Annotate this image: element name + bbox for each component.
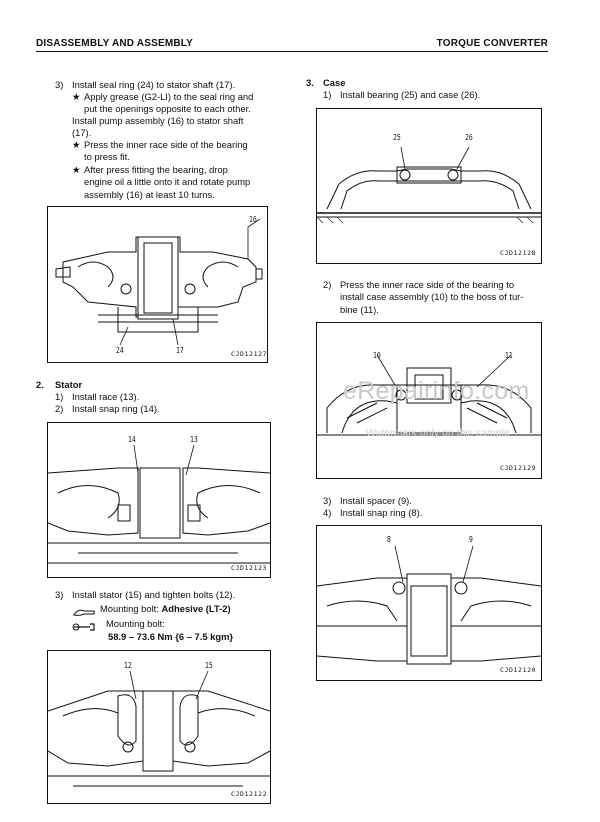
case-step-2: Press the inner race side of the bearing to install case assembly (10) to the boss of tur- bine (11).: [340, 279, 524, 315]
callout-25: 25: [393, 133, 401, 142]
case-step-2-number: 2): [323, 279, 332, 290]
stator-install-drawing: [48, 651, 270, 803]
pump-install-text: Install pump assembly (16) to stator shaft (17).: [72, 115, 244, 139]
note-oil: ★ After press fitting the bearing, drop engine oil a little onto it and rotate pump assembly (16) at least 10 turns.: [72, 164, 251, 200]
callout-9: 9: [469, 535, 473, 544]
watermark-site: eRepairinfo.com: [343, 377, 530, 405]
stator-heading-number: 2.: [36, 379, 44, 390]
bearing-case-drawing: [317, 109, 541, 263]
stator-race-drawing: [48, 423, 270, 577]
figure-cjd12123: [47, 422, 271, 578]
callout-16: 16: [249, 215, 257, 224]
stator-step-1-number: 1): [55, 391, 64, 402]
figure-caption: CJD12128: [500, 249, 537, 257]
figure-cjd12120: [316, 525, 542, 681]
stator-step-2-number: 2): [55, 403, 64, 414]
torque-value: 58.9 – 73.6 Nm {6 – 7.5 kgm}: [108, 631, 234, 642]
case-step-1-number: 1): [323, 89, 332, 100]
case-step-3-number: 3): [323, 495, 332, 506]
star-icon: ★: [72, 164, 81, 175]
callout-17: 17: [176, 346, 184, 355]
step-3-number: 3): [55, 79, 64, 90]
callout-15: 15: [205, 661, 213, 670]
wrench-icon: [72, 619, 96, 629]
adhesive-spec: Mounting bolt: Adhesive (LT-2): [100, 603, 231, 614]
figure-caption: CJD12122: [231, 790, 268, 798]
pump-assembly-drawing: [48, 207, 267, 362]
figure-caption: CJD12127: [231, 350, 268, 358]
callout-12: 12: [124, 661, 132, 670]
stator-step-2: Install snap ring (14).: [72, 403, 160, 414]
spacer-snapring-drawing: [317, 526, 541, 680]
chapter-title: TORQUE CONVERTER: [436, 38, 548, 49]
figure-cjd12122: [47, 650, 271, 804]
callout-11: 11: [505, 351, 513, 360]
note-grease: ★ Apply grease (G2-LI) to the seal ring and put the openings opposite to each other.: [72, 91, 254, 115]
star-icon: ★: [72, 91, 81, 102]
watermark-note: Watermark only on this sample: [366, 427, 510, 439]
header-rule: [36, 51, 548, 52]
figure-caption: CJD12123: [231, 564, 268, 572]
star-icon: ★: [72, 139, 81, 150]
case-step-4: Install snap ring (8).: [340, 507, 423, 518]
case-step-3: Install spacer (9).: [340, 495, 412, 506]
case-step-1: Install bearing (25) and case (26).: [340, 89, 481, 100]
case-step-4-number: 4): [323, 507, 332, 518]
figure-caption: CJD12129: [500, 464, 537, 472]
figure-cjd12128: [316, 108, 542, 264]
callout-13: 13: [190, 435, 198, 444]
step-3-text: Install seal ring (24) to stator shaft (17).: [72, 79, 236, 90]
stator-heading: Stator: [55, 379, 83, 390]
callout-14: 14: [128, 435, 136, 444]
note-press: ★ Press the inner race side of the bearing to press fit.: [72, 139, 248, 163]
torque-label: Mounting bolt:: [106, 618, 165, 629]
figure-cjd12127: [47, 206, 268, 363]
section-title: DISASSEMBLY AND ASSEMBLY: [36, 38, 194, 49]
adhesive-icon: [72, 604, 96, 614]
case-heading-number: 3.: [306, 77, 314, 88]
stator-step-1: Install race (13).: [72, 391, 140, 402]
callout-8: 8: [387, 535, 391, 544]
stator-step-3-number: 3): [55, 589, 64, 600]
callout-24: 24: [116, 346, 124, 355]
callout-26: 26: [465, 133, 473, 142]
stator-step-3: Install stator (15) and tighten bolts (12).: [72, 589, 236, 600]
figure-caption: CJD12120: [500, 666, 537, 674]
case-heading: Case: [323, 77, 346, 88]
callout-10: 10: [373, 351, 381, 360]
